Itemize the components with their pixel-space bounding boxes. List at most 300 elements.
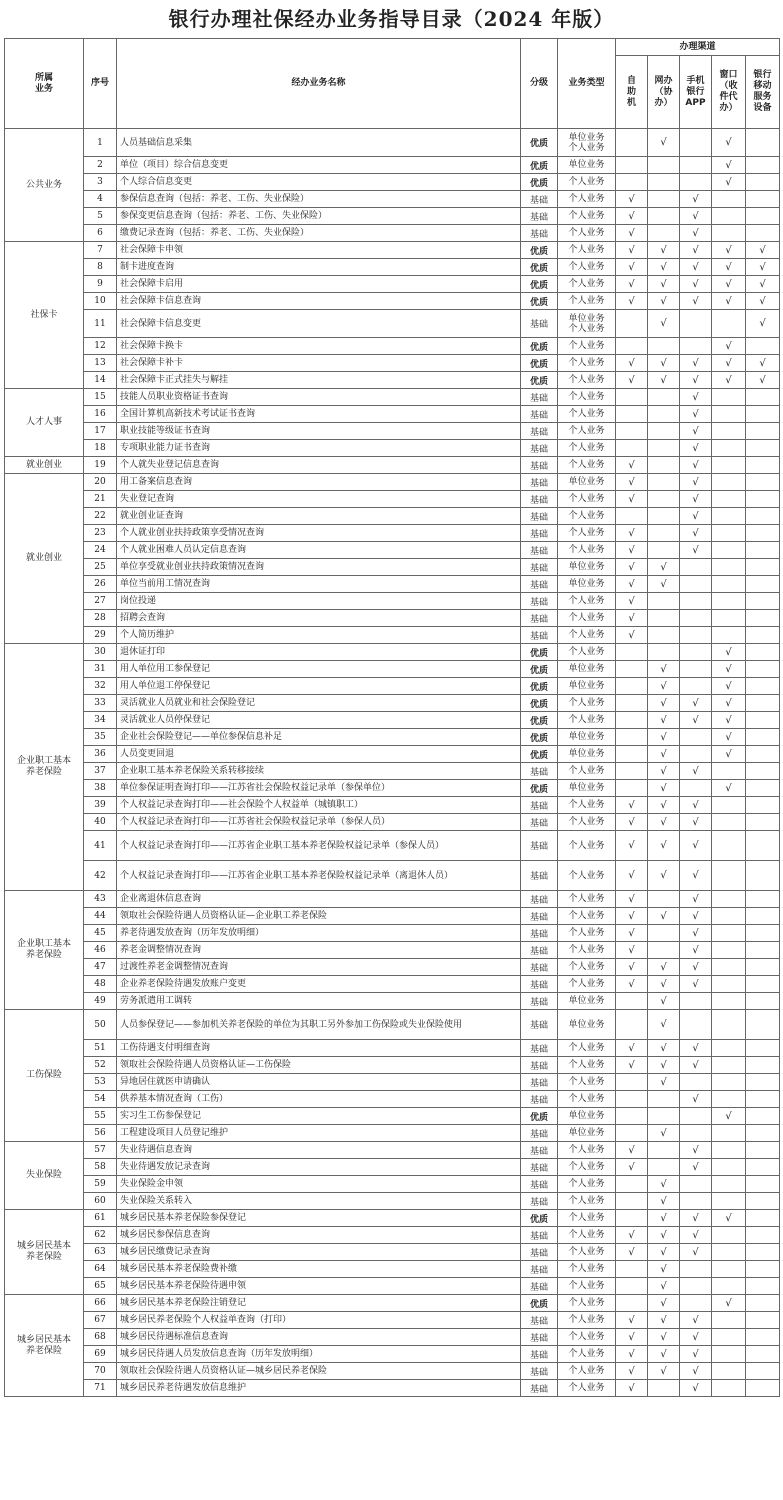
channel-cell <box>648 225 680 242</box>
business-type-cell: 个人业务 <box>558 1193 616 1210</box>
seq-cell: 9 <box>84 276 117 293</box>
seq-cell: 61 <box>84 1210 117 1227</box>
seq-cell: 41 <box>84 831 117 861</box>
business-type-cell: 个人业务 <box>558 259 616 276</box>
channel-cell: √ <box>616 559 648 576</box>
channel-cell <box>712 861 746 891</box>
channel-cell <box>616 508 648 525</box>
table-row <box>5 1040 780 1057</box>
channel-cell <box>712 763 746 780</box>
channel-cell <box>746 1278 780 1295</box>
service-name-cell: 养老待遇发放查询（历年发放明细） <box>117 925 521 942</box>
table-row <box>5 831 780 861</box>
channel-cell: √ <box>648 1074 680 1091</box>
channel-cell <box>712 627 746 644</box>
page-title: 银行办理社保经办业务指导目录（2024 年版） <box>168 7 615 31</box>
service-name-cell: 社会保障卡申领 <box>117 242 521 259</box>
business-type-cell: 个人业务 <box>558 797 616 814</box>
seq-cell: 63 <box>84 1244 117 1261</box>
table-row <box>5 310 780 338</box>
grade-cell: 基础 <box>521 474 558 491</box>
seq-cell: 27 <box>84 593 117 610</box>
seq-cell: 22 <box>84 508 117 525</box>
service-name-cell: 失业登记查询 <box>117 491 521 508</box>
service-name-cell: 社会保障卡启用 <box>117 276 521 293</box>
grade-cell: 基础 <box>521 423 558 440</box>
table-row <box>5 338 780 355</box>
channel-cell <box>746 661 780 678</box>
seq-cell: 39 <box>84 797 117 814</box>
channel-cell <box>712 491 746 508</box>
grade-cell: 优质 <box>521 259 558 276</box>
channel-cell <box>648 542 680 559</box>
channel-cell: √ <box>746 293 780 310</box>
table-row <box>5 191 780 208</box>
channel-cell <box>680 1108 712 1125</box>
table-row <box>5 129 780 157</box>
channel-cell <box>616 389 648 406</box>
grade-cell: 基础 <box>521 1380 558 1397</box>
seq-cell: 15 <box>84 389 117 406</box>
channel-cell: √ <box>616 293 648 310</box>
channel-cell <box>616 338 648 355</box>
channel-cell: √ <box>648 1346 680 1363</box>
table-row <box>5 1346 780 1363</box>
channel-cell <box>746 440 780 457</box>
service-name-cell: 参保变更信息查询（包括：养老、工伤、失业保险） <box>117 208 521 225</box>
channel-cell <box>616 1295 648 1312</box>
channel-cell <box>680 129 712 157</box>
seq-cell: 70 <box>84 1363 117 1380</box>
channel-cell: √ <box>712 644 746 661</box>
grade-cell: 基础 <box>521 814 558 831</box>
channel-cell: √ <box>616 208 648 225</box>
channel-cell: √ <box>712 174 746 191</box>
channel-cell <box>648 925 680 942</box>
table-row <box>5 293 780 310</box>
channel-cell: √ <box>616 831 648 861</box>
channel-cell <box>712 474 746 491</box>
seq-cell: 64 <box>84 1261 117 1278</box>
channel-cell <box>680 644 712 661</box>
channel-cell: √ <box>616 1363 648 1380</box>
table-row <box>5 259 780 276</box>
seq-cell: 23 <box>84 525 117 542</box>
service-name-cell: 社会保障卡换卡 <box>117 338 521 355</box>
grade-cell: 基础 <box>521 1329 558 1346</box>
business-type-cell: 单位业务 <box>558 661 616 678</box>
channel-cell <box>648 157 680 174</box>
grade-cell: 基础 <box>521 1193 558 1210</box>
channel-cell: √ <box>680 1312 712 1329</box>
grade-cell: 优质 <box>521 355 558 372</box>
channel-cell: √ <box>616 797 648 814</box>
channel-cell: √ <box>616 542 648 559</box>
channel-cell: √ <box>616 1329 648 1346</box>
channel-cell: √ <box>712 129 746 157</box>
channel-cell: √ <box>712 729 746 746</box>
service-name-cell: 人员基础信息采集 <box>117 129 521 157</box>
seq-cell: 8 <box>84 259 117 276</box>
channel-cell <box>648 1380 680 1397</box>
channel-cell: √ <box>616 959 648 976</box>
channel-cell: √ <box>680 491 712 508</box>
channel-cell: √ <box>616 1312 648 1329</box>
channel-cell: √ <box>680 976 712 993</box>
channel-cell: √ <box>648 959 680 976</box>
channel-cell: √ <box>680 293 712 310</box>
channel-cell: √ <box>616 861 648 891</box>
grade-cell: 基础 <box>521 525 558 542</box>
channel-cell <box>746 559 780 576</box>
channel-cell <box>680 746 712 763</box>
channel-cell: √ <box>616 355 648 372</box>
channel-cell: √ <box>648 1227 680 1244</box>
grade-cell: 优质 <box>521 372 558 389</box>
business-type-cell: 个人业务 <box>558 1346 616 1363</box>
channel-cell: √ <box>680 542 712 559</box>
channel-cell <box>746 1176 780 1193</box>
table-row <box>5 1261 780 1278</box>
grade-cell: 基础 <box>521 1363 558 1380</box>
business-type-cell: 单位业务 <box>558 678 616 695</box>
service-name-cell: 单位（项目）综合信息变更 <box>117 157 521 174</box>
business-type-cell: 个人业务 <box>558 627 616 644</box>
service-name-cell: 全国计算机高新技术考试证书查询 <box>117 406 521 423</box>
channel-cell <box>616 157 648 174</box>
channel-cell <box>746 908 780 925</box>
channel-cell <box>746 627 780 644</box>
channel-cell: √ <box>680 423 712 440</box>
channel-cell: √ <box>648 695 680 712</box>
business-type-cell: 个人业务 <box>558 1244 616 1261</box>
channel-cell: √ <box>648 1040 680 1057</box>
channel-cell <box>712 610 746 627</box>
business-type-cell: 个人业务 <box>558 942 616 959</box>
channel-cell <box>712 406 746 423</box>
category-cell: 城乡居民基本 养老保险 <box>5 1210 84 1295</box>
business-type-cell: 单位业务 <box>558 993 616 1010</box>
grade-cell: 基础 <box>521 891 558 908</box>
channel-cell <box>680 627 712 644</box>
table-row <box>5 423 780 440</box>
channel-cell: √ <box>712 1295 746 1312</box>
channel-cell <box>616 695 648 712</box>
channel-cell: √ <box>712 372 746 389</box>
service-name-cell: 劳务派遣用工调转 <box>117 993 521 1010</box>
table-row <box>5 678 780 695</box>
seq-cell: 65 <box>84 1278 117 1295</box>
grade-cell: 基础 <box>521 1074 558 1091</box>
seq-cell: 44 <box>84 908 117 925</box>
channel-cell <box>712 1193 746 1210</box>
channel-cell <box>746 191 780 208</box>
table-row <box>5 593 780 610</box>
channel-cell: √ <box>616 191 648 208</box>
business-type-cell: 个人业务 <box>558 814 616 831</box>
grade-cell: 基础 <box>521 976 558 993</box>
service-name-cell: 人员变更回退 <box>117 746 521 763</box>
business-type-cell: 单位业务 <box>558 780 616 797</box>
channel-cell <box>746 925 780 942</box>
channel-cell: √ <box>648 293 680 310</box>
col-header-type: 业务类型 <box>558 39 616 129</box>
channel-cell <box>746 157 780 174</box>
channel-cell <box>712 559 746 576</box>
channel-cell: √ <box>712 242 746 259</box>
channel-cell <box>616 1125 648 1142</box>
grade-cell: 基础 <box>521 831 558 861</box>
channel-cell <box>616 661 648 678</box>
col-header-channel-kiosk: 自 助 机 <box>616 56 648 129</box>
business-type-cell: 个人业务 <box>558 355 616 372</box>
channel-cell <box>746 1312 780 1329</box>
channel-cell <box>746 1040 780 1057</box>
channel-cell: √ <box>680 1346 712 1363</box>
business-type-cell: 个人业务 <box>558 491 616 508</box>
channel-cell <box>680 1278 712 1295</box>
channel-cell: √ <box>616 1244 648 1261</box>
channel-cell: √ <box>680 959 712 976</box>
business-type-cell: 个人业务 <box>558 440 616 457</box>
business-type-cell: 个人业务 <box>558 610 616 627</box>
channel-cell: √ <box>680 908 712 925</box>
channel-cell <box>616 746 648 763</box>
channel-cell <box>680 610 712 627</box>
channel-cell: √ <box>680 763 712 780</box>
channel-cell <box>746 474 780 491</box>
grade-cell: 优质 <box>521 1295 558 1312</box>
channel-cell: √ <box>712 695 746 712</box>
channel-cell: √ <box>648 129 680 157</box>
channel-cell: √ <box>648 712 680 729</box>
grade-cell: 优质 <box>521 293 558 310</box>
table-row <box>5 491 780 508</box>
table-row <box>5 627 780 644</box>
service-name-cell: 制卡进度查询 <box>117 259 521 276</box>
channel-cell: √ <box>680 1363 712 1380</box>
grade-cell: 优质 <box>521 661 558 678</box>
business-type-cell: 个人业务 <box>558 908 616 925</box>
channel-cell: √ <box>680 440 712 457</box>
seq-cell: 16 <box>84 406 117 423</box>
channel-cell <box>680 593 712 610</box>
channel-cell: √ <box>680 1142 712 1159</box>
channel-cell <box>746 993 780 1010</box>
service-name-cell: 职业技能等级证书查询 <box>117 423 521 440</box>
grade-cell: 基础 <box>521 191 558 208</box>
channel-cell <box>712 1244 746 1261</box>
channel-cell: √ <box>680 1159 712 1176</box>
col-header-seq: 序号 <box>84 39 117 129</box>
channel-cell: √ <box>648 1010 680 1040</box>
grade-cell: 基础 <box>521 1040 558 1057</box>
grade-cell: 基础 <box>521 1125 558 1142</box>
seq-cell: 59 <box>84 1176 117 1193</box>
seq-cell: 36 <box>84 746 117 763</box>
table-row <box>5 976 780 993</box>
grade-cell: 优质 <box>521 338 558 355</box>
channel-cell <box>746 1227 780 1244</box>
seq-cell: 50 <box>84 1010 117 1040</box>
channel-cell <box>746 129 780 157</box>
channel-cell <box>680 1176 712 1193</box>
seq-cell: 69 <box>84 1346 117 1363</box>
channel-cell <box>746 797 780 814</box>
channel-cell <box>712 925 746 942</box>
channel-cell <box>746 542 780 559</box>
grade-cell: 优质 <box>521 729 558 746</box>
grade-cell: 基础 <box>521 389 558 406</box>
channel-cell <box>712 831 746 861</box>
business-type-cell: 个人业务 <box>558 1040 616 1057</box>
grade-cell: 基础 <box>521 406 558 423</box>
grade-cell: 基础 <box>521 1057 558 1074</box>
channel-cell <box>746 1142 780 1159</box>
channel-cell <box>712 1278 746 1295</box>
channel-cell: √ <box>648 861 680 891</box>
table-row <box>5 797 780 814</box>
channel-cell <box>746 891 780 908</box>
service-name-cell: 招聘会查询 <box>117 610 521 627</box>
business-type-cell: 个人业务 <box>558 225 616 242</box>
channel-cell: √ <box>648 993 680 1010</box>
channel-cell <box>712 1363 746 1380</box>
service-name-cell: 城乡居民养老待遇发放信息维护 <box>117 1380 521 1397</box>
grade-cell: 基础 <box>521 1091 558 1108</box>
channel-cell <box>746 491 780 508</box>
channel-cell <box>746 423 780 440</box>
table-row <box>5 695 780 712</box>
channel-cell <box>712 1346 746 1363</box>
channel-cell <box>746 610 780 627</box>
grade-cell: 基础 <box>521 1142 558 1159</box>
channel-cell <box>746 225 780 242</box>
category-cell: 人才人事 <box>5 389 84 457</box>
channel-cell <box>680 559 712 576</box>
channel-cell <box>648 174 680 191</box>
channel-cell: √ <box>648 276 680 293</box>
channel-cell <box>712 225 746 242</box>
channel-cell: √ <box>648 780 680 797</box>
seq-cell: 51 <box>84 1040 117 1057</box>
seq-cell: 12 <box>84 338 117 355</box>
channel-cell <box>746 712 780 729</box>
col-header-channels-group: 办理渠道 <box>616 39 780 56</box>
channel-cell <box>712 525 746 542</box>
channel-cell <box>680 729 712 746</box>
table-row <box>5 355 780 372</box>
seq-cell: 45 <box>84 925 117 942</box>
service-name-cell: 单位参保证明查询打印——江苏省社会保险权益记录单（参保单位） <box>117 780 521 797</box>
channel-cell: √ <box>648 259 680 276</box>
grade-cell: 优质 <box>521 129 558 157</box>
business-type-cell: 个人业务 <box>558 389 616 406</box>
service-name-cell: 社会保障卡信息查询 <box>117 293 521 310</box>
business-type-cell: 个人业务 <box>558 1278 616 1295</box>
service-name-cell: 城乡居民待遇标准信息查询 <box>117 1329 521 1346</box>
channel-cell <box>746 1010 780 1040</box>
channel-cell: √ <box>680 942 712 959</box>
channel-cell: √ <box>680 389 712 406</box>
business-type-cell: 个人业务 <box>558 644 616 661</box>
channel-cell: √ <box>616 1040 648 1057</box>
channel-cell: √ <box>680 1244 712 1261</box>
table-row <box>5 1010 780 1040</box>
grade-cell: 基础 <box>521 797 558 814</box>
seq-cell: 40 <box>84 814 117 831</box>
channel-cell <box>746 338 780 355</box>
channel-cell <box>648 610 680 627</box>
service-name-cell: 城乡居民基本养老保险参保登记 <box>117 1210 521 1227</box>
business-type-cell: 个人业务 <box>558 338 616 355</box>
seq-cell: 66 <box>84 1295 117 1312</box>
table-row <box>5 861 780 891</box>
table-row <box>5 959 780 976</box>
channel-cell: √ <box>680 259 712 276</box>
grade-cell: 基础 <box>521 908 558 925</box>
table-row <box>5 157 780 174</box>
channel-cell: √ <box>680 525 712 542</box>
service-name-cell: 城乡居民基本养老保险待遇申领 <box>117 1278 521 1295</box>
channel-cell <box>616 712 648 729</box>
seq-cell: 46 <box>84 942 117 959</box>
grade-cell: 基础 <box>521 1312 558 1329</box>
channel-cell: √ <box>680 225 712 242</box>
channel-cell: √ <box>680 797 712 814</box>
table-row <box>5 780 780 797</box>
channel-cell: √ <box>616 942 648 959</box>
table-row <box>5 559 780 576</box>
channel-cell <box>616 423 648 440</box>
grade-cell: 基础 <box>521 225 558 242</box>
channel-cell <box>712 576 746 593</box>
business-type-cell: 个人业务 <box>558 1312 616 1329</box>
business-type-cell: 个人业务 <box>558 976 616 993</box>
grade-cell: 基础 <box>521 1227 558 1244</box>
table-row <box>5 1057 780 1074</box>
service-name-cell: 城乡居民养老保险个人权益单查询（打印） <box>117 1312 521 1329</box>
seq-cell: 25 <box>84 559 117 576</box>
channel-cell: √ <box>616 814 648 831</box>
table-row <box>5 225 780 242</box>
seq-cell: 24 <box>84 542 117 559</box>
channel-cell: √ <box>648 1278 680 1295</box>
channel-cell <box>712 891 746 908</box>
table-row <box>5 474 780 491</box>
business-type-cell: 个人业务 <box>558 457 616 474</box>
grade-cell: 基础 <box>521 440 558 457</box>
channel-cell: √ <box>616 627 648 644</box>
grade-cell: 基础 <box>521 208 558 225</box>
category-cell: 失业保险 <box>5 1142 84 1210</box>
service-name-cell: 社会保障卡补卡 <box>117 355 521 372</box>
table-row <box>5 814 780 831</box>
grade-cell: 优质 <box>521 746 558 763</box>
table-row <box>5 1295 780 1312</box>
channel-cell <box>648 457 680 474</box>
channel-cell: √ <box>712 259 746 276</box>
channel-cell: √ <box>648 729 680 746</box>
channel-cell <box>616 763 648 780</box>
service-name-cell: 领取社会保险待遇人员资格认证—工伤保险 <box>117 1057 521 1074</box>
col-header-channel-online: 网办 （协 办） <box>648 56 680 129</box>
channel-cell: √ <box>712 157 746 174</box>
channel-cell: √ <box>680 242 712 259</box>
grade-cell: 基础 <box>521 925 558 942</box>
channel-cell <box>746 208 780 225</box>
business-type-cell: 单位业务 <box>558 157 616 174</box>
